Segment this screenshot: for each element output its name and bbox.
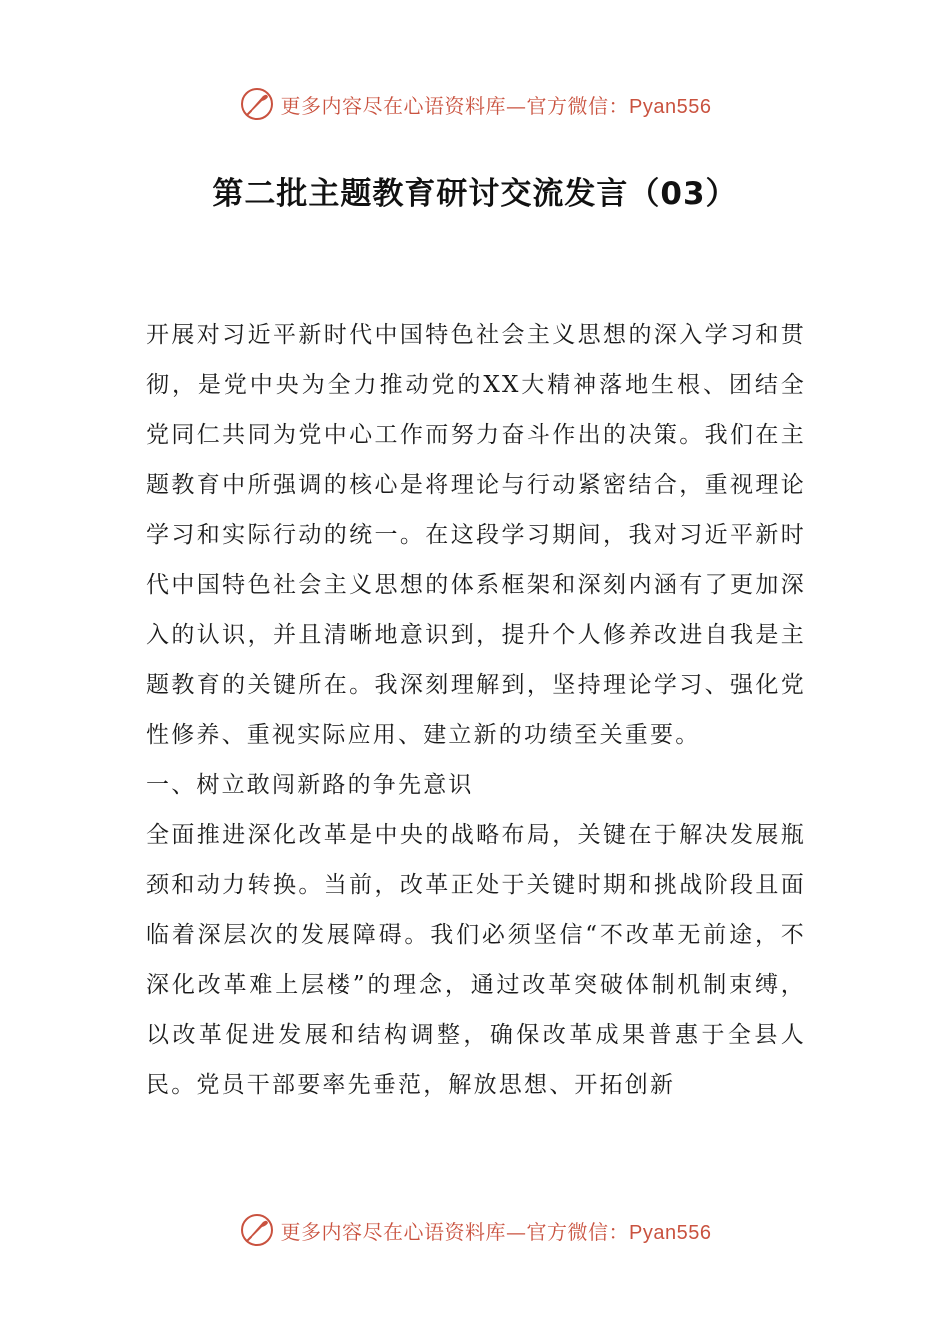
quill-logo-icon bbox=[239, 86, 275, 122]
quill-logo-icon bbox=[239, 1212, 275, 1248]
wechat-id: Pyan556 bbox=[629, 1221, 712, 1244]
watermark-text: 更多内容尽在心语资料库—官方微信：Pyan556 bbox=[280, 1219, 712, 1244]
document-body bbox=[146, 310, 806, 1110]
watermark-banner-bottom bbox=[0, 1208, 950, 1252]
section-paragraph: 全面推进深化改革是中央的战略布局，关键在于解决发展瓶颈和动力转换。当前，改革正处于关键时期和挑战阶段且面临着深层次的发展障碍。我们必须坚信“不改革无前途，不深化改革难上层楼”的理念，通过改革突破体制机制束缚，以改革促进发展和结构调整，确保改革成果普惠于全县人民。党员干部要率先垂范，解放思想、开拓创新 bbox=[146, 822, 806, 1098]
watermark-text: 更多内容尽在心语资料库—官方微信：Pyan556 bbox=[280, 93, 712, 118]
document-title: 第二批主题教育研讨交流发言（03） bbox=[212, 176, 738, 212]
watermark-banner-top bbox=[0, 82, 950, 126]
wechat-id: Pyan556 bbox=[629, 95, 712, 118]
section-heading: 一、树立敢闯新路的争先意识 bbox=[146, 772, 474, 798]
intro-paragraph: 开展对习近平新时代中国特色社会主义思想的深入学习和贯彻，是党中央为全力推动党的XX大精神落地生根、团结全党同仁共同为党中心工作而努力奋斗作出的决策。我们在主题教育中所强调的核心是将理论与行动紧密结合，重视理论学习和实际行动的统一。在这段学习期间，我对习近平新时代中国特色社会主义思想的体系框架和深刻内涵有了更加深入的认识，并且清晰地意识到，提升个人修养改进自我是主题教育的关键所在。我深刻理解到，坚持理论学习、强化党性修养、重视实际应用、建立新的功绩至关重要。 bbox=[146, 322, 806, 748]
